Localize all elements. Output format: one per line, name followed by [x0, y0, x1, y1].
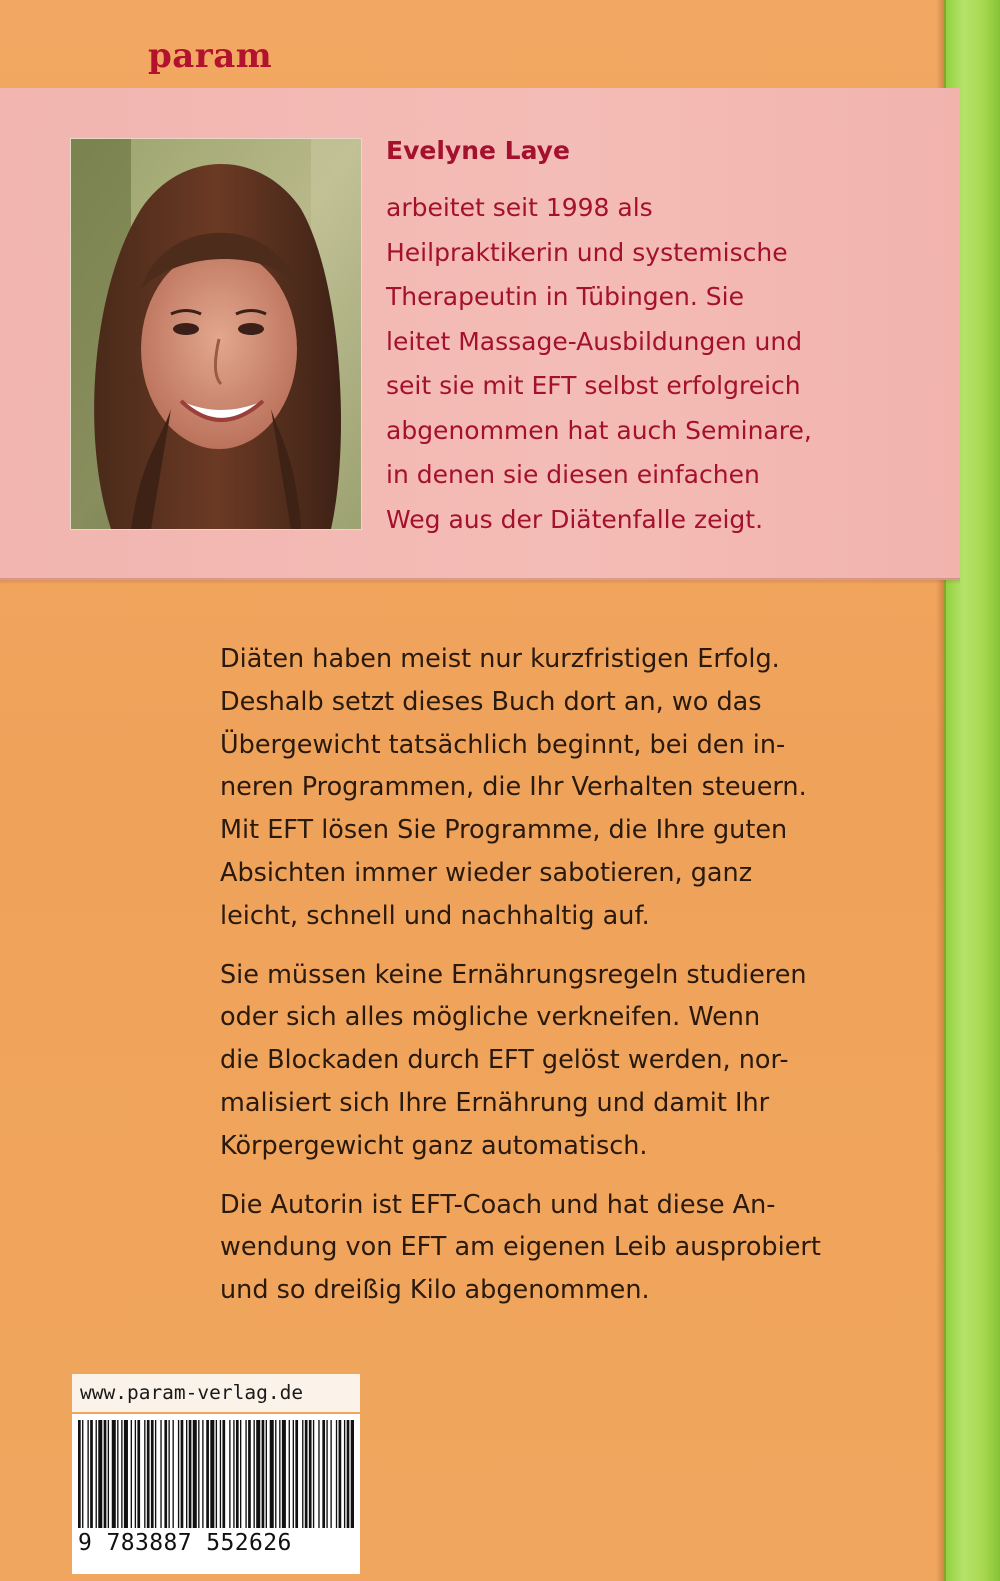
barcode-bar — [82, 1420, 83, 1528]
barcode-bar — [302, 1420, 303, 1528]
barcode-bar — [135, 1420, 136, 1528]
description-line: malisiert sich Ihre Ernährung und damit Ihr — [220, 1087, 770, 1118]
barcode-bar — [347, 1420, 350, 1528]
barcode-bar — [262, 1420, 265, 1528]
publisher-logo: param — [148, 36, 273, 76]
barcode-bar — [275, 1420, 276, 1528]
description-line: Diäten haben meist nur kurzfristigen Erfolg. — [220, 644, 780, 674]
author-bio — [386, 186, 866, 542]
publisher-url: www.param-verlag.de — [80, 1381, 304, 1404]
barcode-bar — [336, 1420, 337, 1528]
barcode-bar — [220, 1420, 221, 1528]
barcode-bar — [344, 1420, 345, 1528]
isbn-barcode-image — [78, 1420, 354, 1528]
author-band-shadow — [0, 578, 960, 584]
description-line: oder sich alles mögliche verkneifen. Wenn — [220, 1002, 761, 1033]
bio-line: Therapeutin in Tübingen. Sie — [386, 282, 744, 311]
barcode-bar — [233, 1420, 234, 1528]
barcode-bar — [104, 1420, 107, 1528]
barcode-bar — [245, 1420, 246, 1528]
barcode-bar — [137, 1420, 140, 1528]
barcode-bar — [90, 1420, 93, 1528]
description-line: leicht, schnell und nachhaltig auf. — [220, 900, 650, 931]
description-line: Sie müssen keine Ernährungsregeln studieren — [220, 959, 807, 990]
barcode-bar — [178, 1420, 179, 1528]
barcode-bar — [173, 1420, 174, 1528]
bio-line: arbeitet seit 1998 als — [386, 193, 653, 222]
barcode-bar — [229, 1420, 230, 1528]
barcode-bar — [216, 1420, 217, 1528]
barcode-bar — [210, 1420, 214, 1528]
barcode-bar — [339, 1420, 342, 1528]
barcode-bar — [322, 1420, 325, 1528]
barcode-bar — [98, 1420, 102, 1528]
barcode-bar — [318, 1420, 319, 1528]
barcode-bar — [295, 1420, 298, 1528]
barcode-bar — [270, 1420, 274, 1528]
barcode-bar — [330, 1420, 331, 1528]
barcode-bar — [198, 1420, 199, 1528]
description-line: neren Programmen, die Ihr Verhalten steuern. — [220, 772, 807, 803]
barcode-bar — [164, 1420, 167, 1528]
barcode-bar — [151, 1420, 154, 1528]
barcode-bar — [186, 1420, 187, 1528]
barcode-bar — [282, 1420, 286, 1528]
barcode-bar — [144, 1420, 145, 1528]
barcode-bar — [351, 1420, 354, 1528]
description-line: Absichten immer wieder sabotieren, ganz — [220, 857, 753, 888]
description-line: Deshalb setzt dieses Buch dort an, wo das — [220, 686, 762, 717]
bio-line: abgenommen hat auch Seminare, — [386, 415, 812, 445]
bio-line: Weg aus der Diätenfalle zeigt. — [386, 504, 764, 534]
barcode-bar — [206, 1420, 209, 1528]
barcode-bar — [96, 1420, 97, 1528]
barcode-bar — [155, 1420, 156, 1528]
bio-line: leitet Massage-Ausbildungen und — [386, 326, 803, 356]
barcode-bar — [117, 1420, 118, 1528]
book-description — [220, 638, 840, 1328]
barcode-bar — [326, 1420, 327, 1528]
barcode-bar — [236, 1420, 239, 1528]
barcode-bar — [266, 1420, 267, 1528]
barcode-bar — [168, 1420, 169, 1528]
barcode-bar — [202, 1420, 203, 1528]
description-line: Übergewicht tatsächlich beginnt, bei den in- — [220, 729, 786, 760]
author-name: Evelyne Laye — [386, 136, 570, 165]
barcode-bar — [293, 1420, 294, 1528]
barcode-bar — [121, 1420, 122, 1528]
barcode-bar — [78, 1420, 81, 1528]
barcode-bar — [189, 1420, 192, 1528]
description-paragraph — [220, 1184, 840, 1312]
description-paragraph — [220, 954, 840, 1168]
description-line: Körpergewicht ganz automatisch. — [220, 1130, 648, 1161]
bio-line: seit sie mit EFT selbst erfolgreich — [386, 371, 801, 400]
barcode-bar — [147, 1420, 150, 1528]
barcode-bar — [309, 1420, 312, 1528]
bio-line: in denen sie diesen einfachen — [386, 460, 760, 489]
description-line: Die Autorin ist EFT-Coach und hat diese An- — [220, 1189, 776, 1220]
barcode-bar — [254, 1420, 255, 1528]
description-line: und so dreißig Kilo abgenommen. — [220, 1275, 650, 1306]
isbn-number: 9 783887 552626 — [78, 1530, 292, 1556]
barcode-bar — [240, 1420, 241, 1528]
barcode-bar — [313, 1420, 314, 1528]
barcode-bar — [131, 1420, 132, 1528]
barcode-bar — [256, 1420, 260, 1528]
barcode-bar — [193, 1420, 197, 1528]
barcode-bar — [181, 1420, 184, 1528]
barcode-bar — [160, 1420, 161, 1528]
barcode-bar — [305, 1420, 308, 1528]
barcode-bar — [87, 1420, 88, 1528]
description-line: Mit EFT lösen Sie Programme, die Ihre guten — [220, 815, 788, 846]
barcode-bar — [289, 1420, 290, 1528]
barcode-bar — [222, 1420, 225, 1528]
barcode-bar — [112, 1420, 116, 1528]
author-photo — [70, 138, 362, 530]
barcode-bar — [108, 1420, 109, 1528]
barcode-bar — [248, 1420, 251, 1528]
author-portrait-image — [71, 139, 361, 529]
barcode-bar — [124, 1420, 128, 1528]
description-paragraph — [220, 638, 840, 938]
barcode-bar — [279, 1420, 280, 1528]
description-line: wendung von EFT am eigenen Leib ausprobiert — [220, 1232, 821, 1263]
description-line: die Blockaden durch EFT gelöst werden, nor- — [220, 1045, 789, 1076]
bio-line: Heilpraktikerin und systemische — [386, 237, 788, 267]
